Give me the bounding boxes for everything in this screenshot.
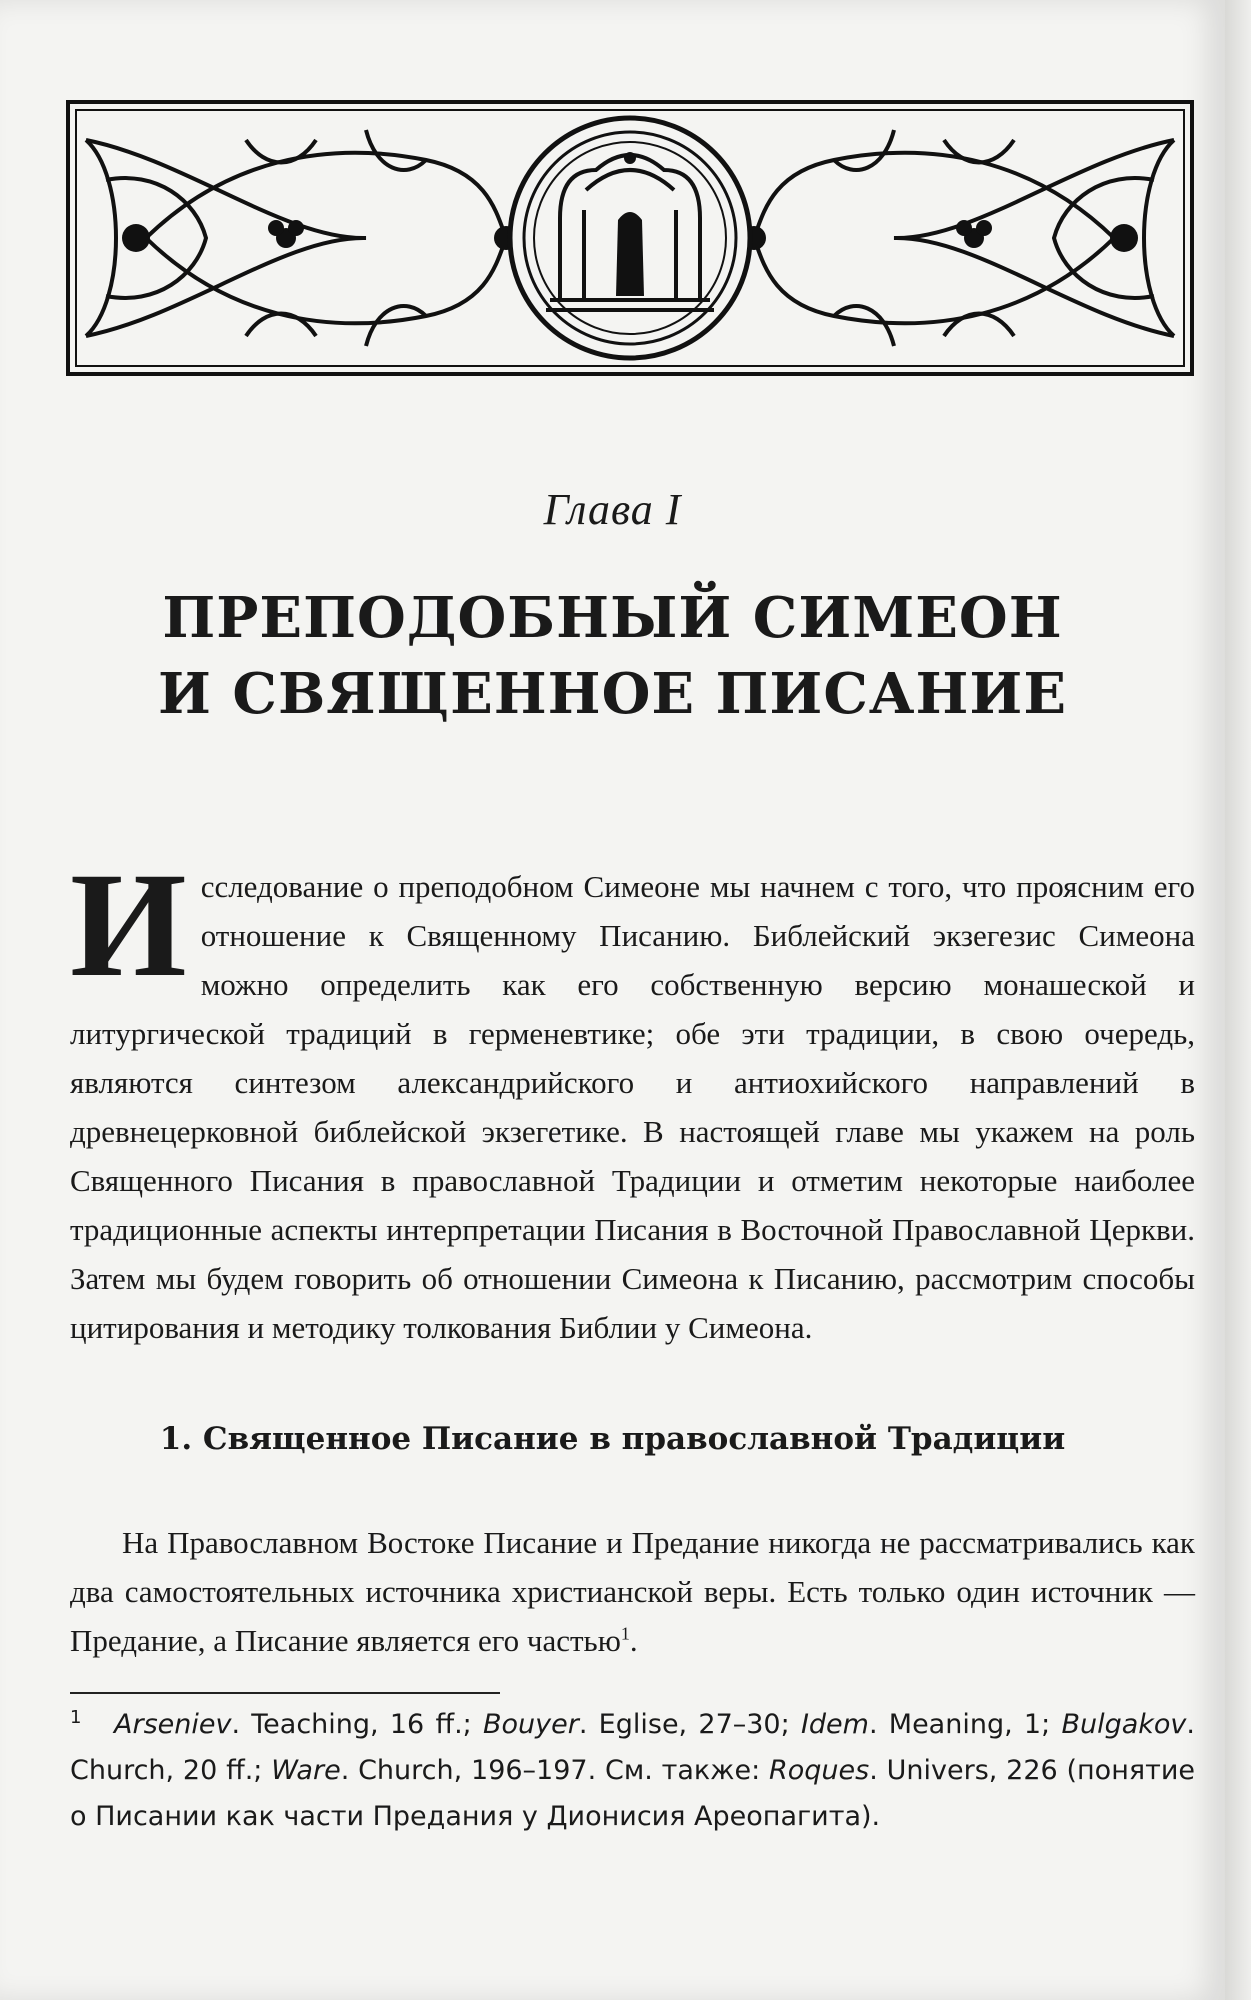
chapter-label: Глава I — [543, 485, 682, 534]
drop-cap: И — [70, 842, 187, 1008]
chapter-title-line-1: ПРЕПОДОБНЫЙ СИМЕОН — [162, 585, 1063, 651]
footnote-text: . Eglise, 27–30; — [578, 1709, 801, 1740]
section-paragraph-end: . — [629, 1623, 638, 1658]
page-edge — [1225, 0, 1251, 2000]
footnote-text: . Teaching, 16 ff.; — [231, 1709, 483, 1740]
footnote-text: . Church, 196–197. См. также: — [340, 1755, 770, 1786]
footnote-text: . Univers, 226 (понятие о Писании как части Предания у Дионисия Ареопагита). — [70, 1755, 1195, 1832]
ornamental-headpiece — [66, 100, 1194, 376]
section-paragraph — [70, 1518, 1195, 1665]
footnote-author: Roques — [769, 1755, 870, 1786]
footnote-text: . Church, 20 ff.; — [70, 1709, 1195, 1786]
chapter-title — [0, 580, 1225, 732]
footnote-author: Idem — [800, 1709, 869, 1740]
footnote: $^1$ Arseniev. Teaching, 16 ff.; Bouyer. Eglise, 27–30; Idem. Meaning, 1; Bulgakov. Church, 20 ff.; Ware. Church, 196–197. См. также: Roques. Univers, 226 (понятие о Писании как части Предания у Дионисия Ареопагита). — [70, 1707, 1195, 1832]
footnote-reference[interactable]: 1 — [620, 1623, 630, 1644]
section-paragraph-text: На Православном Востоке Писание и Предание никогда не рассматривались как два самостоятельных источника христианской веры. Есть только один источник — Предание, а Писание является его частью — [70, 1525, 1195, 1658]
footnote-divider — [70, 1692, 500, 1694]
chapter-title-line-2: И СВЯЩЕННОЕ ПИСАНИЕ — [157, 661, 1068, 727]
footnote-author: Bouyer — [483, 1709, 579, 1740]
footnote-author: Bulgakov — [1061, 1709, 1187, 1740]
footnote-author: Arseniev — [114, 1709, 232, 1740]
intro-paragraph — [70, 842, 1195, 1352]
section-heading: 1. Священное Писание в православной Традиции — [159, 1421, 1066, 1457]
footnote-author: Ware — [271, 1755, 341, 1786]
footnote-text: . Meaning, 1; — [868, 1709, 1062, 1740]
intro-paragraph-text: сследование о преподобном Симеоне мы начнем с того, что проясним его отношение к Священному Писанию. Библейский экзегезис Симеона можно определить как его собственную версию монашеской и литургической традиций в герменевтике; обе эти традиции, в свою очередь, являются синтезом александрийского и антиохийского направлений в древнецерковной библейской экзегетике. В настоящей главе мы укажем на роль Священного Писания в православной Традиции и отметим некоторые наиболее традиционные аспекты интерпретации Писания в Восточной Православной Церкви. Затем мы будем говорить об отношении Симеона к Писанию, рассмотрим способы цитирования и методику толкования Библии у Симеона. — [70, 869, 1195, 1345]
